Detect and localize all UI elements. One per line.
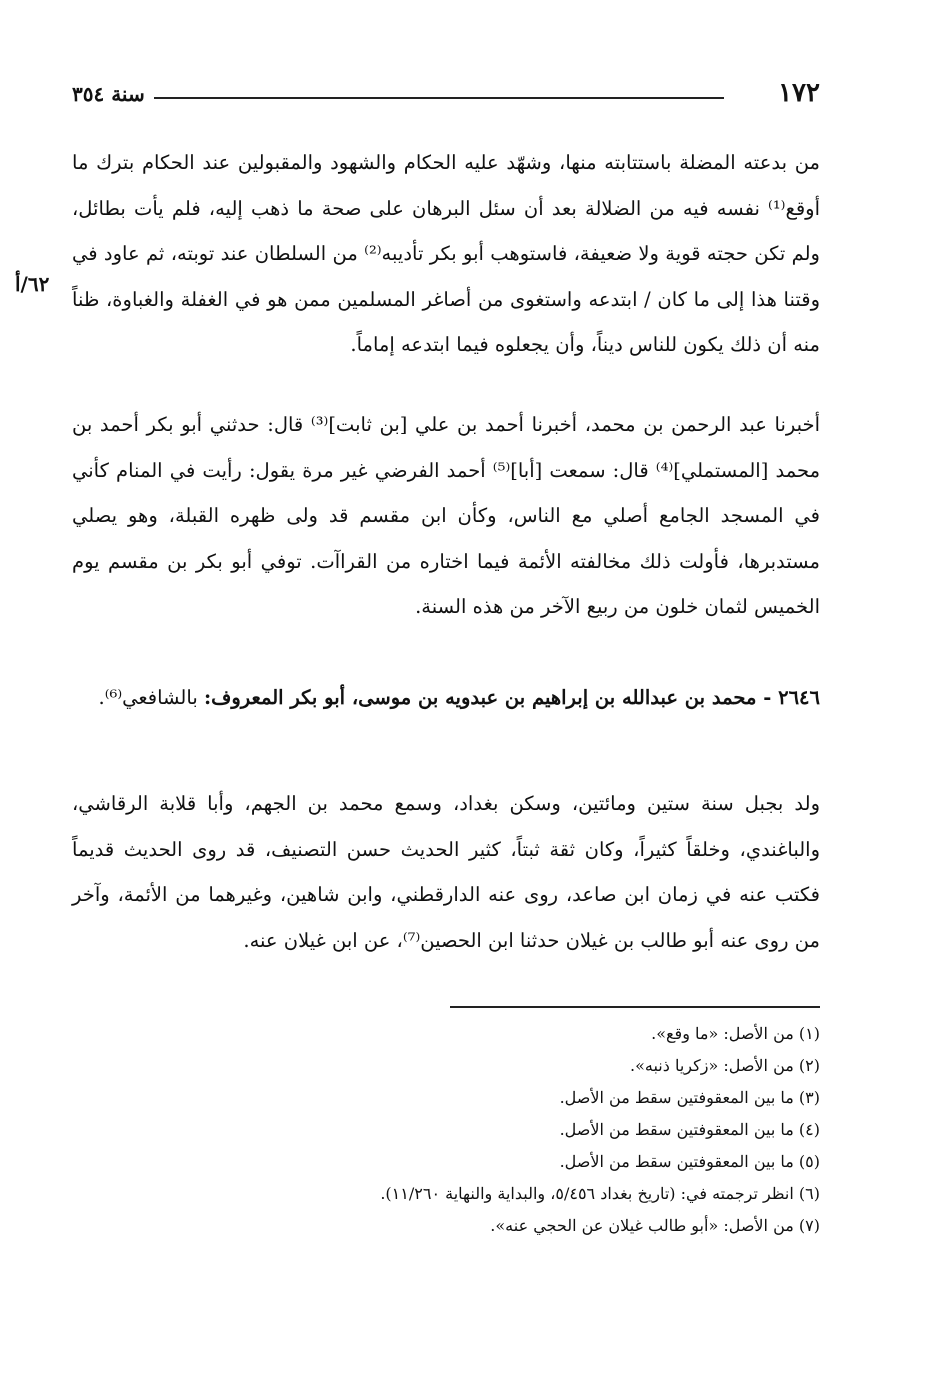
page-header [72,78,820,118]
footnote-7: (٧) من الأصل: «أبو طالب غيلان عن الحجي عنه». [490,1216,820,1235]
footnote-4: (٤) ما بين المعقوفتين سقط من الأصل. [559,1120,820,1139]
footnote-3: (٣) ما بين المعقوفتين سقط من الأصل. [559,1088,820,1107]
paragraph-2 [72,402,820,630]
margin-folio-note: ٦٢/أ [15,272,50,296]
paragraph-3-text: ولد بجبل سنة ستين ومائتين، وسكن بغداد، وسمع محمد بن الجهم، وأبا قلابة الرقاشي، والباغندي، وخلقاً كثيراً، وكان ثقة ثبتاً، كثير الحديث حسن التصنيف، قد روى الحديث قديماً فكتب عنه في زمان ابن صاعد، روى عنه الدارقطني، وابن شاهين، وغيرهما من الأئمة، وآخر من روى عنه أبو طالب بن غيلان حدثنا ابن الحصين⁽⁷⁾، عن ابن غيلان عنه. [72,792,820,952]
footnote-5: (٥) ما بين المعقوفتين سقط من الأصل. [559,1152,820,1171]
paragraph-1 [72,140,820,368]
footnote-rule [450,1006,820,1008]
footnote-6: (٦) انظر ترجمته في: (تاريخ بغداد ٥/٤٥٦، والبداية والنهاية ١١/٢٦٠). [380,1184,820,1203]
paragraph-3 [72,781,820,963]
entry-heading-text [72,675,820,721]
footnotes [180,1018,820,1242]
header-rule [154,97,724,99]
entry-title: ٢٦٤٦ - محمد بن عبدالله بن إبراهيم بن عبدويه بن موسى، أبو بكر المعروف: [203,686,820,709]
paragraph-1-text: من بدعته المضلة باستتابته منها، وشهّد عليه الحكام والشهود والمقبولين عند الحكام بترك ما أوقع⁽¹⁾ نفسه فيه من الضلالة بعد أن سئل البرهان على صحة ما ذهب إليه، فلم يأت بطائل، ولم تكن حجته قوية ولا ضعيفة، فاستوهب أبو بكر تأديبه⁽²⁾ من السلطان عند توبته، ثم عاود في وقتنا هذا إلى ما كان / ابتدعه واستغوى من أصاغر المسلمين ممن هو في الغفلة والغباوة، ظناً منه أن ذلك يكون للناس ديناً، وأن يجعلوه فيما ابتدعه إماماً. [72,151,820,356]
footnote-2: (٢) من الأصل: «زكريا ذنبه». [630,1056,820,1075]
footnote-1: (١) من الأصل: «ما وقع». [651,1024,820,1043]
page-number: ١٧٢ [778,78,820,108]
entry-title-rest: بالشافعي⁽⁶⁾. [98,686,198,709]
running-head: سنة ٣٥٤ [72,82,145,106]
biography-entry-heading [72,675,820,721]
paragraph-2-text: أخبرنا عبد الرحمن بن محمد، أخبرنا أحمد بن علي [بن ثابت]⁽³⁾ قال: حدثني أبو بكر أحمد بن محمد [المستملي]⁽⁴⁾ قال: سمعت [أبا]⁽⁵⁾ أحمد الفرضي غير مرة يقول: رأيت في المنام كأني في المسجد الجامع أصلي مع الناس، وكأن ابن مقسم قد ولى ظهره القبلة، وهو يصلي مستدبرها، فأولت ذلك مخالفته الأئمة فيما اختاره من القراآت. توفي أبو بكر بن مقسم يوم الخميس لثمان خلون من ربيع الآخر من هذه السنة. [72,413,821,618]
